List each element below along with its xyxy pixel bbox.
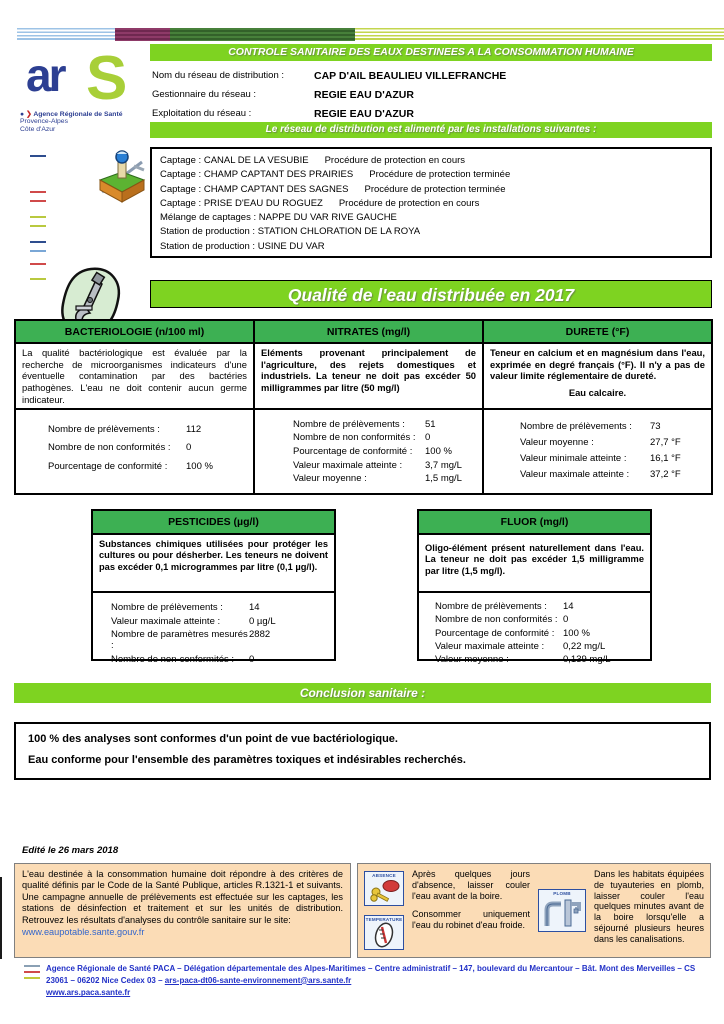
stat-label: Nombre de prélèvements : [48,423,160,435]
fluor-description: Oligo-élément présent naturellement dans l'eau. La teneur ne doit pas excéder 1,5 milligramme par litre (1,5 mg/l). [419,535,650,593]
fluor-header: FLUOR (mg/l) [419,511,650,535]
eaupotable-link[interactable]: www.eaupotable.sante.gouv.fr [22,927,145,938]
stat-row [111,602,330,613]
installation-status: Procédure de protection terminée [369,169,511,181]
fluor-stats [419,593,650,665]
plomb-advice-text: Dans les habitats équipées de tuyauteries en plomb, laisser couler l'eau quelques minutes avant de la boire lorsqu'elle a séjourné plusieurs heures dans les canalisations. [594,869,704,944]
stripe-purple [115,28,170,41]
absence-icon-label: ABSENCE [372,873,396,878]
ars-logo [20,44,144,136]
stat-label: Valeur maximale atteinte : [435,640,545,652]
bacteriologie-header: BACTERIOLOGIE (n/100 ml) [15,320,254,343]
temperature-icon-label: TEMPERATURE [365,917,403,922]
stat-value: 0,22 mg/L [563,640,606,652]
temperature-advice-text: Consommer uniquement l'eau du robinet d'eau froide. [412,909,530,931]
network-manager-label: Gestionnaire du réseau : [152,89,257,100]
bacteriologie-description: La qualité bactériologique est évaluée par la recherche de microorganismes indicateurs d'une éventuelle contamination par des bactéries pathogènes. L'eau ne doit contenir aucun germe indicateur. [15,343,254,409]
stat-value: 1,5 mg/L [425,473,462,485]
installation-name: Mélange de captages : NAPPE DU VAR RIVE GAUCHE [160,212,397,224]
footer-dash [24,965,40,967]
durete-description [483,343,712,409]
stat-label: Nombre de prélèvements : [435,601,547,613]
plomb-icon-column [536,869,588,952]
stat-row [520,469,707,480]
keys-faucet-glyph [367,878,401,904]
margin-dash [30,155,46,157]
network-operator-value: REGIE EAU D'AZUR [314,107,414,120]
network-info-fields [152,66,592,123]
stat-row [520,437,707,448]
thermometer-glyph [367,922,401,948]
stat-value: 0 [425,432,431,444]
stat-value: 0 [186,442,192,454]
stat-row [293,419,478,430]
stat-label: Valeur moyenne : [435,653,509,665]
network-name-value: CAP D'AIL BEAULIEU VILLEFRANCHE [314,69,507,82]
stripe-darkgreen [170,28,355,41]
stat-value: 100 % [425,446,452,458]
stat-value: 100 % [563,627,590,639]
temperature-icon [364,915,404,950]
quality-title-banner: Qualité de l'eau distribuée en 2017 [150,280,712,308]
installation-row [160,240,702,254]
margin-dash [30,216,46,218]
stat-label: Valeur maximale atteinte : [111,615,221,627]
stat-value: 27,7 °F [650,437,681,449]
footer-address-text: Agence Régionale de Santé PACA – Délégation départementale des Alpes-Maritimes – Centre administratif – 147, boulevard du Mercantour – Bât. Mont des Merveilles – CS 23061 – 06202 Nice Cedex 03 – [46,964,696,985]
stat-label: Nombre de non conformités : [293,432,416,444]
stat-row [435,601,646,612]
stat-value: 14 [563,601,574,613]
logo-region [20,118,144,135]
lead-pipes-glyph [541,896,583,930]
nitrates-stats [254,409,483,494]
stat-row [111,654,330,665]
stat-label: Valeur minimale atteinte : [520,453,627,465]
durete-note: Eau calcaire. [568,386,627,398]
plomb-icon [538,889,586,932]
stat-label: Pourcentage de conformité : [435,627,555,639]
stat-value: 16,1 °F [650,453,681,465]
logo-s-text: S [86,44,128,113]
stat-label: Nombre de non conformités : [435,614,558,626]
stat-value: 0,139 mg/L [563,653,611,665]
conclusion-banner: Conclusion sanitaire : [14,683,711,703]
installation-name: Captage : CHAMP CAPTANT DES PRAIRIES [160,169,354,181]
installation-name: Station de production : STATION CHLORATION DE LA ROYA [160,226,421,238]
network-manager-value: REGIE EAU D'AZUR [314,88,414,101]
stripe-yellowgreen [355,28,724,41]
stat-value: 0 [249,654,255,666]
durete-stats [483,409,712,494]
installation-row [160,168,702,182]
logo-dot-icon: ● [20,111,25,118]
stat-label: Valeur maximale atteinte : [520,469,630,481]
durete-description-text: Teneur en calcium et en magnésium dans l'eau, exprimée en degré français (°F). Il n'y a pas de valeur limite réglementaire de dureté. [490,347,705,382]
logo-region-line2: Côte d'Azur [20,126,56,134]
stat-label: Nombre de paramètres mesurés : [111,629,248,652]
stat-label: Nombre de non-conformités : [111,654,235,666]
pesticides-box [91,509,336,666]
logo-tagline-text: Agence Régionale de Santé [33,111,123,118]
installation-row [160,197,702,211]
absence-advice-text: Après quelques jours d'absence, laisser couler l'eau avant de la boire. [412,869,530,901]
installation-status: Procédure de protection terminée [364,183,506,195]
stat-value: 100 % [186,460,213,472]
stat-value: 2882 [249,629,271,641]
stat-label: Pourcentage de conformité : [48,460,168,472]
stat-row [111,616,330,627]
stat-label: Valeur moyenne : [520,437,594,449]
margin-dash [30,263,46,265]
stat-row [293,473,478,484]
top-decorative-stripes [17,28,724,41]
installation-name: Captage : CANAL DE LA VESUBIE [160,155,309,166]
quality-table [14,319,713,495]
stripe-lightblue [17,28,115,41]
conclusion-line: 100 % des analyses sont conformes d'un point de vue bactériologique. [28,733,398,745]
logo-ar-text: ar [26,49,64,101]
installation-status: Procédure de protection en cours [338,197,480,209]
stat-value: 112 [186,423,202,435]
regulation-info-text: L'eau destinée à la consommation humaine doit répondre à des critères de qualité définis par le Code de la Santé Publique, articles R.1321-1 et suivants. Une campagne annuelle de prélèvements est effectuée sur les captages, les stations de désinfection et traitement et sur les unités de distribution. Retrouvez les résultats d'analyses du contrôle sanitaire sur le site: [22,869,343,925]
installations-banner: Le réseau de distribution est alimenté par les installations suivantes : [150,122,712,138]
stat-row [111,629,330,651]
installation-row [160,183,702,197]
installation-name: Captage : CHAMP CAPTANT DES SAGNES [160,183,349,195]
plomb-icon-label: PLOMB [553,891,571,896]
stat-label: Nombre de prélèvements : [293,418,405,430]
edition-date: Edité le 26 mars 2018 [22,845,119,856]
stat-label: Pourcentage de conformité : [293,446,413,458]
stat-row [48,442,249,453]
footer-dash [24,977,40,979]
stat-row [435,654,646,665]
field-network-manager [152,85,592,104]
stat-label: Nombre de prélèvements : [520,421,632,433]
network-operator-label: Exploitation du réseau : [152,108,252,119]
field-network-name [152,66,592,85]
footer-address-block [46,963,704,999]
stat-row [520,421,707,432]
advice-text-column [412,869,530,952]
stat-value: 73 [650,421,661,433]
stat-value: 3,7 mg/L [425,459,462,471]
margin-dash [30,278,46,280]
stat-value: 0 µg/L [249,615,276,627]
margin-dash [30,241,46,243]
margin-dash [30,225,46,227]
stat-value: 0 [563,614,569,626]
logo-tagline [20,110,144,118]
logo-arrow-icon: ❯ [26,111,32,118]
installations-list [150,147,712,258]
network-name-label: Nom du réseau de distribution : [152,70,285,81]
margin-dash [30,191,46,193]
stat-label: Nombre de prélèvements : [111,601,223,613]
conclusion-box [14,722,711,780]
stat-value: 14 [249,601,260,613]
conclusion-line: Eau conforme pour l'ensemble des paramètres toxiques et indésirables recherchés. [28,754,466,766]
stat-row [48,461,249,472]
stat-label: Valeur moyenne : [293,473,367,485]
installation-row [160,225,702,239]
pesticides-description: Substances chimiques utilisées pour protéger les cultures ou pour désherber. Les teneurs ne doivent pas excéder 0,1 microgrammes par litre (0,1 µg/l). [93,535,334,593]
regulation-info-box [14,863,351,958]
ars-logo-letters [20,44,144,113]
stat-row [293,446,478,457]
logo-region-line1: Provence-Alpes [20,118,68,125]
page-edge-mark [0,877,2,959]
usage-advice-box [357,863,711,958]
stat-value: 51 [425,418,436,430]
stat-label: Valeur maximale atteinte : [293,459,403,471]
stat-value: 37,2 °F [650,469,681,481]
durete-header: DURETE (°F) [483,320,712,343]
field-network-operator [152,104,592,123]
stat-row [293,460,478,471]
report-title-banner: CONTROLE SANITAIRE DES EAUX DESTINEES A LA CONSOMMATION HUMAINE [150,44,712,61]
footer-email-link[interactable]: ars-paca-dt06-sante-environnement@ars.sante.fr [164,975,352,985]
stat-row [520,453,707,464]
installation-name: Captage : PRISE D'EAU DU ROGUEZ [160,197,323,209]
margin-dash [30,250,46,252]
installation-status: Procédure de protection en cours [324,155,466,166]
stat-row [435,641,646,652]
installation-name: Station de production : USINE DU VAR [160,240,325,252]
stat-row [293,432,478,443]
stat-row [435,628,646,639]
stat-row [435,614,646,625]
nitrates-header: NITRATES (mg/l) [254,320,483,343]
nitrates-description: Eléments provenant principalement de l'agriculture, des rejets domestiques et industriels. La teneur ne doit pas excéder 50 milligrammes par litre (50 mg/l) [254,343,483,409]
stat-row [48,424,249,435]
stat-label: Nombre de non conformités : [48,442,171,454]
water-well-icon [94,148,150,209]
installation-row [160,154,702,168]
pesticides-header: PESTICIDES (µg/l) [93,511,334,535]
footer-website-link[interactable]: www.ars.paca.sante.fr [46,988,131,998]
fluor-box [417,509,652,665]
margin-dash [30,200,46,202]
advice-icons-column [364,869,406,952]
footer-dash [24,971,40,973]
bacteriologie-stats [15,409,254,494]
pesticides-stats [93,593,334,665]
installation-row [160,211,702,225]
absence-icon [364,871,404,906]
